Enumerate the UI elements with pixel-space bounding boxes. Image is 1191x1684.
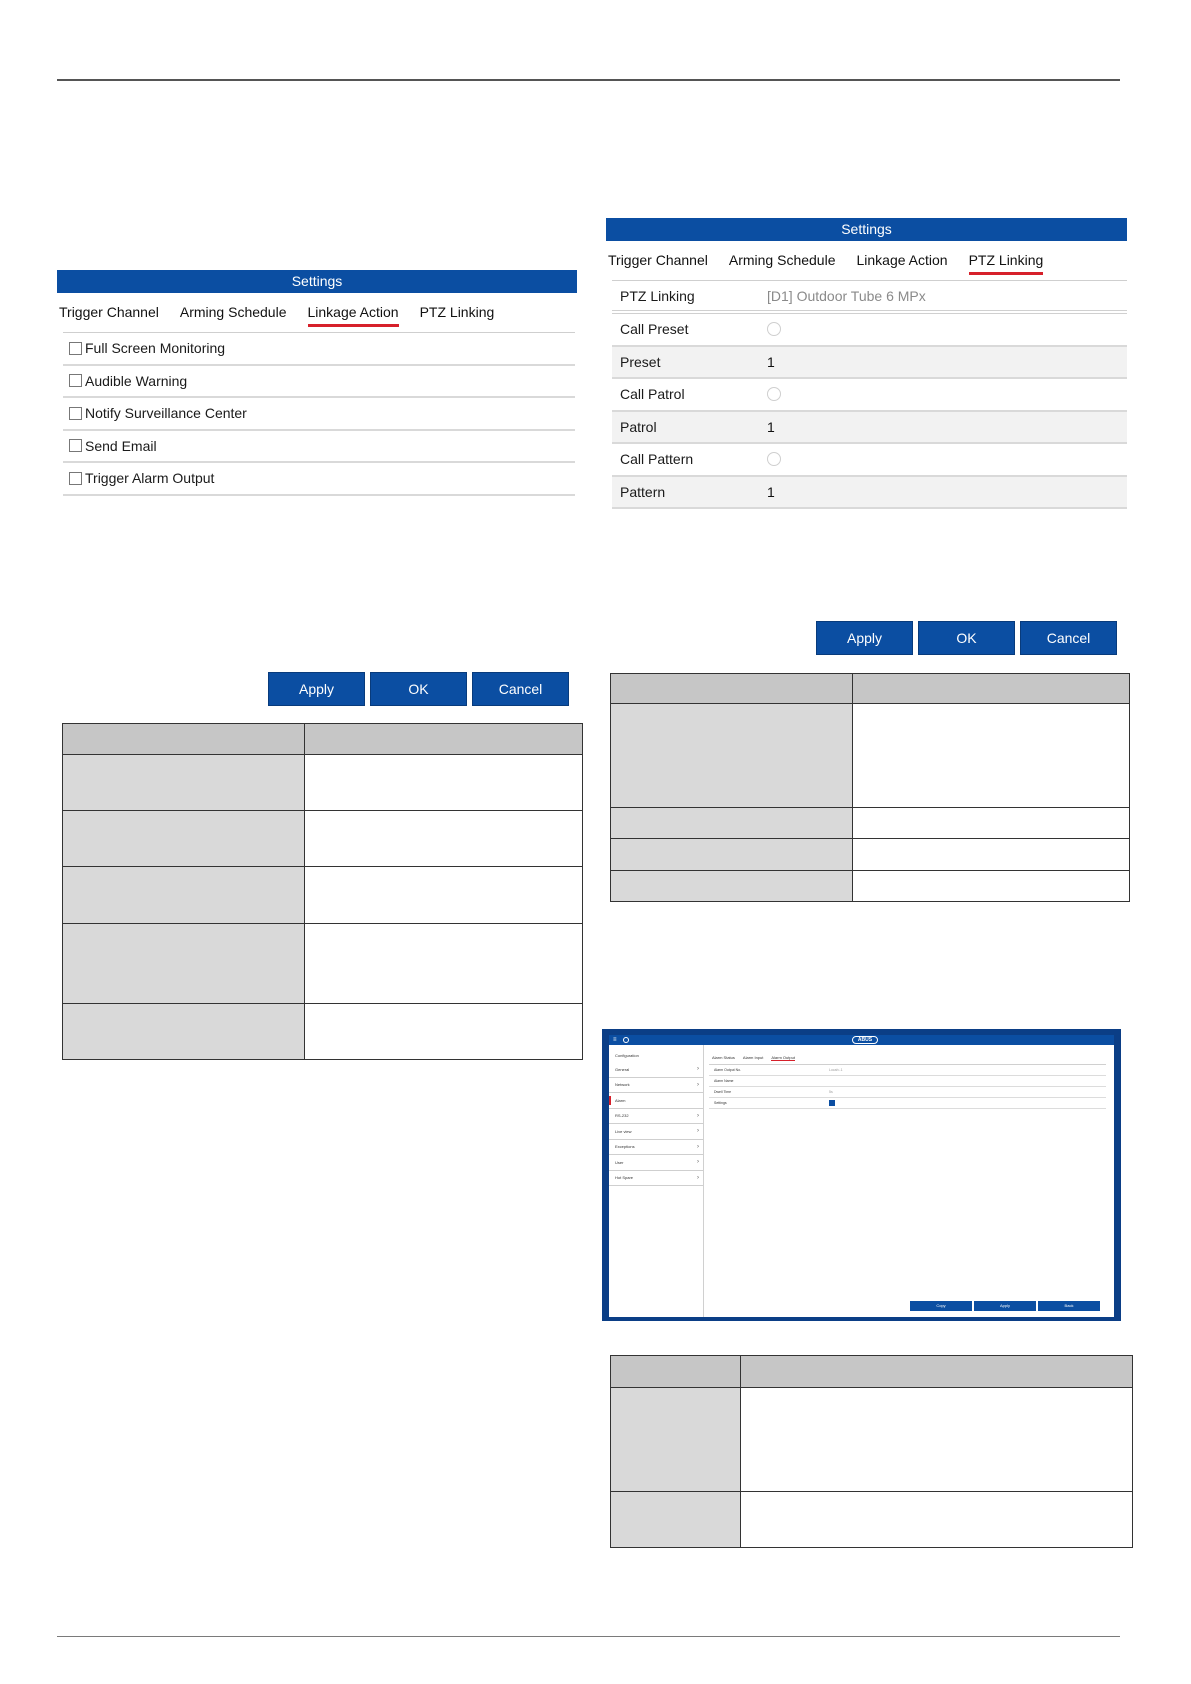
table-cell (305, 1004, 583, 1060)
option-label: Trigger Alarm Output (85, 470, 215, 487)
dwell-time-select[interactable]: 5s (829, 1090, 833, 1094)
option-label: Notify Surveillance Center (85, 405, 247, 422)
right-button-bar (816, 621, 1117, 655)
table-cell (741, 1388, 1133, 1492)
field-label: Alarm Output No. (714, 1068, 742, 1072)
sidebar-item-rs232[interactable] (609, 1109, 703, 1125)
preset-row (612, 347, 1127, 380)
preset-label: Preset (620, 353, 661, 370)
table-cell (305, 867, 583, 924)
patrol-row (612, 412, 1127, 445)
sidebar-item-label: General (615, 1066, 630, 1072)
call-preset-radio[interactable] (767, 322, 781, 336)
field-label: Settings (714, 1101, 727, 1105)
ptz-linking-dialog (606, 218, 1127, 509)
bottom-rule (57, 1636, 1120, 1637)
sidebar-item-label: Exceptions (615, 1144, 635, 1150)
settings-icon[interactable] (829, 1100, 835, 1106)
table-cell (611, 1388, 741, 1492)
abus-logo: ABUS (852, 1036, 878, 1044)
sidebar-item-alarm[interactable] (609, 1093, 703, 1109)
checkbox[interactable] (69, 472, 82, 485)
tab-arming-schedule[interactable]: Arming Schedule (179, 303, 287, 320)
alarm-name-row (709, 1076, 1106, 1087)
table-header-cell (63, 724, 305, 755)
call-pattern-label: Call Pattern (620, 451, 694, 468)
field-label: Alarm Name (714, 1079, 734, 1083)
settings-row (709, 1098, 1106, 1109)
home-icon[interactable] (623, 1037, 629, 1043)
table-cell (853, 704, 1130, 808)
left-description-table (62, 723, 583, 1060)
call-preset-label: Call Preset (620, 321, 689, 338)
back-button[interactable]: Back (1038, 1301, 1100, 1311)
alarm-output-no-select[interactable]: Local<-1 (829, 1068, 843, 1072)
chevron-right-icon: › (697, 1081, 699, 1088)
sidebar-item-network[interactable] (609, 1078, 703, 1094)
sidebar-heading: Configuration (615, 1053, 639, 1058)
ok-button[interactable]: OK (370, 672, 467, 706)
screenshot-titlebar (609, 1035, 1114, 1045)
tab-trigger-channel[interactable]: Trigger Channel (59, 303, 159, 320)
screenshot-main (709, 1045, 1106, 1317)
table-cell (63, 924, 305, 1004)
patrol-label: Patrol (620, 418, 657, 435)
table-cell (853, 808, 1130, 839)
chevron-right-icon: › (697, 1174, 699, 1181)
sidebar-item-label: Alarm (615, 1097, 626, 1103)
option-label: Audible Warning (85, 372, 188, 389)
tab-trigger-channel[interactable]: Trigger Channel (608, 251, 708, 268)
table-cell (853, 839, 1130, 871)
ptz-settings-list (612, 280, 1127, 509)
call-pattern-radio[interactable] (767, 452, 781, 466)
tab-alarm-status[interactable]: Alarm Status (712, 1055, 735, 1060)
alarm-output-no-row (709, 1065, 1106, 1076)
screenshot-sidebar (609, 1045, 704, 1317)
checkbox[interactable] (69, 374, 82, 387)
apply-button[interactable]: Apply (816, 621, 913, 655)
pattern-row (612, 477, 1127, 510)
top-rule (57, 79, 1120, 81)
ptz-linking-label: PTZ Linking (620, 287, 695, 304)
tab-bar (57, 293, 577, 332)
screenshot-tab-bar (709, 1045, 1106, 1061)
sidebar-item-label: RS-232 (615, 1113, 629, 1119)
call-patrol-row (612, 379, 1127, 412)
option-notify-surveillance-center[interactable] (63, 398, 575, 431)
table-header-cell (611, 674, 853, 704)
dialog-title: Settings (606, 218, 1127, 241)
tab-alarm-output[interactable]: Alarm Output (771, 1055, 795, 1060)
screenshot-button-bar (910, 1301, 1100, 1311)
ok-button[interactable]: OK (918, 621, 1015, 655)
chevron-right-icon: › (697, 1112, 699, 1119)
right-description-table (610, 673, 1130, 902)
chevron-right-icon: › (697, 1066, 699, 1073)
table-header-cell (853, 674, 1130, 704)
table-cell (305, 811, 583, 867)
chevron-right-icon: › (697, 1159, 699, 1166)
call-patrol-radio[interactable] (767, 387, 781, 401)
tab-arming-schedule[interactable]: Arming Schedule (728, 251, 836, 268)
table-cell (853, 871, 1130, 902)
call-patrol-label: Call Patrol (620, 386, 685, 403)
tab-bar (606, 241, 1127, 280)
apply-button[interactable]: Apply (974, 1301, 1036, 1311)
apply-button[interactable]: Apply (268, 672, 365, 706)
option-label: Full Screen Monitoring (85, 340, 226, 357)
sidebar-item-label: Hot Spare (615, 1175, 634, 1181)
alarm-output-fields (709, 1064, 1106, 1109)
table-header-cell (305, 724, 583, 755)
sidebar-item-label: Network (615, 1082, 630, 1088)
preset-value[interactable]: 1 (767, 353, 775, 370)
tab-ptz-linking[interactable]: PTZ Linking (419, 303, 495, 320)
option-trigger-alarm-output[interactable] (63, 463, 575, 496)
linkage-options-list (63, 332, 575, 496)
table-cell (63, 1004, 305, 1060)
alarm-output-screenshot (602, 1029, 1121, 1321)
option-send-email[interactable] (63, 431, 575, 464)
checkbox[interactable] (69, 342, 82, 355)
table-cell (63, 867, 305, 924)
ptz-linking-camera-select[interactable]: [D1] Outdoor Tube 6 MPx (767, 287, 926, 304)
copy-button[interactable]: Copy (910, 1301, 972, 1311)
tab-linkage-action[interactable]: Linkage Action (307, 303, 399, 320)
table-cell (305, 924, 583, 1004)
sidebar-item-hot-spare[interactable] (609, 1171, 703, 1187)
menu-icon[interactable]: ≡ (613, 1037, 617, 1043)
patrol-value[interactable]: 1 (767, 418, 775, 435)
sidebar-item-label: User (615, 1159, 624, 1165)
pattern-label: Pattern (620, 483, 666, 500)
call-preset-row (612, 314, 1127, 347)
table-cell (611, 1492, 741, 1548)
option-label: Send Email (85, 437, 157, 454)
table-cell (63, 811, 305, 867)
screenshot-window (609, 1035, 1114, 1317)
chevron-right-icon: › (697, 1143, 699, 1150)
table-cell (611, 704, 853, 808)
linkage-action-dialog (57, 270, 577, 496)
chevron-right-icon: › (697, 1128, 699, 1135)
cancel-button[interactable]: Cancel (472, 672, 569, 706)
table-cell (611, 839, 853, 871)
call-pattern-row (612, 444, 1127, 477)
checkbox[interactable] (69, 439, 82, 452)
sidebar-item-label: Live view (615, 1128, 632, 1134)
tab-ptz-linking[interactable]: PTZ Linking (968, 251, 1044, 268)
tab-alarm-input[interactable]: Alarm Input (742, 1055, 764, 1060)
dialog-title: Settings (57, 270, 577, 293)
option-audible-warning[interactable] (63, 366, 575, 399)
field-label: Dwell Time (714, 1090, 732, 1094)
sidebar-item-general[interactable] (609, 1062, 703, 1078)
cancel-button[interactable]: Cancel (1020, 621, 1117, 655)
bottom-description-table (610, 1355, 1133, 1548)
pattern-value[interactable]: 1 (767, 483, 775, 500)
dwell-time-row (709, 1087, 1106, 1098)
table-cell (611, 808, 853, 839)
table-cell (63, 755, 305, 811)
table-cell (305, 755, 583, 811)
sidebar-item-exceptions[interactable] (609, 1140, 703, 1156)
checkbox[interactable] (69, 407, 82, 420)
table-header-cell (611, 1356, 741, 1388)
sidebar-item-user[interactable] (609, 1155, 703, 1171)
table-cell (741, 1492, 1133, 1548)
table-cell (611, 871, 853, 902)
sidebar-item-live-view[interactable] (609, 1124, 703, 1140)
left-button-bar (268, 672, 569, 706)
tab-linkage-action[interactable]: Linkage Action (856, 251, 948, 268)
option-full-screen-monitoring[interactable] (63, 333, 575, 366)
table-header-cell (741, 1356, 1133, 1388)
ptz-linking-row (612, 281, 1127, 314)
